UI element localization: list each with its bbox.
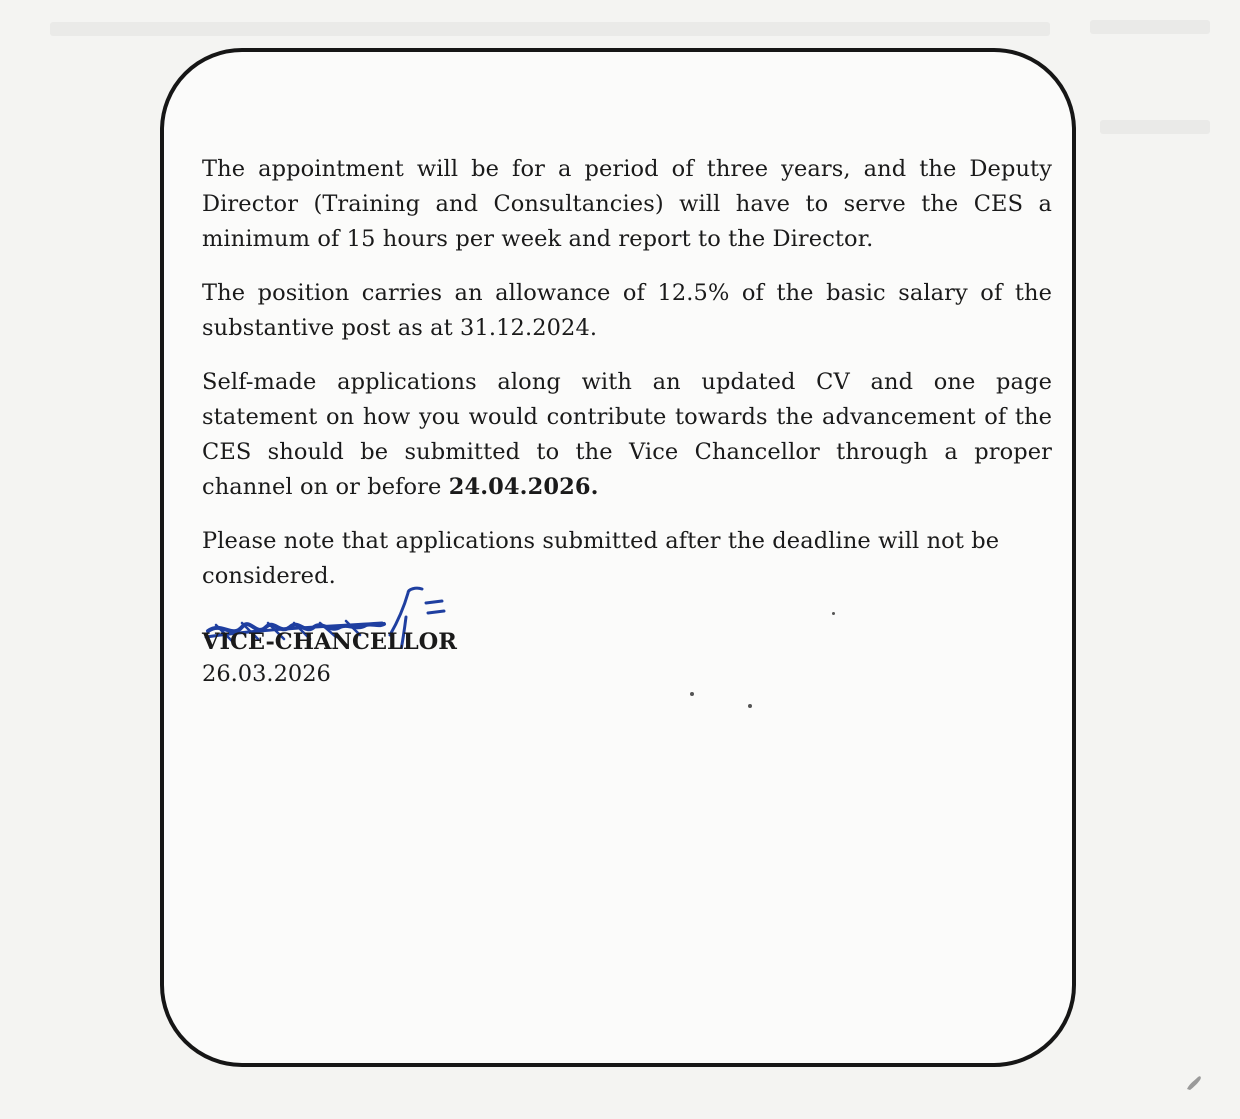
signatory-title: VICE-CHANCELLOR xyxy=(202,629,457,655)
paper-speck xyxy=(832,612,835,615)
signature-date: 26.03.2026 xyxy=(202,661,331,687)
corner-smudge xyxy=(1184,1071,1206,1093)
applications-paragraph xyxy=(202,365,1052,505)
paper-speck xyxy=(690,692,694,696)
notice-body xyxy=(202,152,1052,613)
appointment-paragraph: The appointment will be for a period of three years, and the Deputy Director (Training and Consultancies) will have to serve the CES a minimum of 15 hours per week and report to the Director. xyxy=(202,156,1052,252)
notice-frame xyxy=(160,48,1076,1067)
deadline-date: 24.04.2026. xyxy=(448,474,599,500)
applications-text: Self-made applications along with an updated CV and one page statement on how you would contribute towards the advancement of the CES should be submitted to the Vice Chancellor through a proper channel on or before xyxy=(202,369,1052,500)
allowance-paragraph: The position carries an allowance of 12.5% of the basic salary of the substantive post as at 31.12.2024. xyxy=(202,280,1052,341)
closing-note: Please note that applications submitted after the deadline will not be considered. xyxy=(202,528,1000,589)
paper-speck xyxy=(748,704,752,708)
signature-block xyxy=(202,577,562,697)
